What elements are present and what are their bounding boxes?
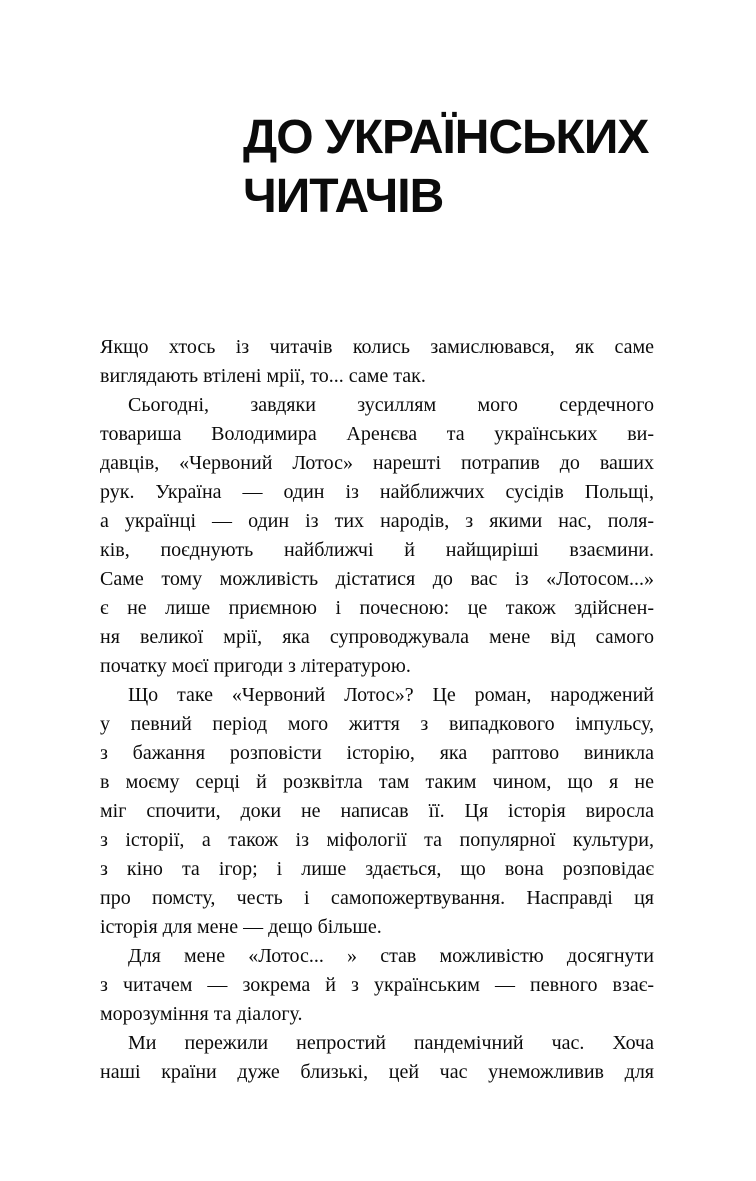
text-line: Саме тому можливість дістатися до вас із «Лотосом...» (100, 568, 654, 590)
text-line: товариша Володимира Аренєва та українських ви- (100, 423, 654, 445)
paragraph (100, 333, 654, 391)
text-line: міг спочити, доки не написав її. Ця історія виросла (100, 800, 654, 822)
text-line: Що таке «Червоний Лотос»? Це роман, народжений (128, 684, 654, 706)
text-line: історія для мене — дещо більше. (100, 916, 382, 938)
text-line: в моєму серці й розквітла там таким чином, що я не (100, 771, 654, 793)
text-line: а українці — один із тих народів, з якими нас, поля- (100, 510, 654, 532)
chapter-title-line: ЧИТАЧІВ (243, 170, 444, 223)
text-line: Для мене «Лотос... » став можливістю досягнути (128, 945, 654, 967)
chapter-title (243, 108, 648, 226)
paragraph (100, 681, 654, 942)
text-line: наші країни дуже близькі, цей час унеможливив для (100, 1061, 654, 1083)
text-line: морозуміння та діалогу. (100, 1003, 303, 1025)
text-line: початку моєї пригоди з літературою. (100, 655, 411, 677)
text-line: з читачем — зокрема й з українським — певного взає- (100, 974, 654, 996)
text-line: у певний період мого життя з випадкового імпульсу, (100, 713, 654, 735)
paragraph (100, 942, 654, 1029)
text-line: Якщо хтось із читачів колись замислювався, як саме (100, 336, 654, 358)
text-line: з історії, а також із міфології та популярної культури, (100, 829, 654, 851)
text-line: Ми пережили непростий пандемічний час. Хоча (128, 1032, 654, 1054)
text-line: виглядають втілені мрії, то... саме так. (100, 365, 426, 387)
text-line: рук. Україна — один із найближчих сусідів Польщі, (100, 481, 654, 503)
text-line: давців, «Червоний Лотос» нарешті потрапив до ваших (100, 452, 654, 474)
chapter-title-line: ДО УКРАЇНСЬКИХ (243, 111, 649, 164)
body-text (100, 333, 654, 1087)
text-line: з бажання розповісти історію, яка раптово виникла (100, 742, 654, 764)
text-line: ня великої мрії, яка супроводжувала мене від самого (100, 626, 654, 648)
text-line: Сьогодні, завдяки зусиллям мого сердечного (128, 394, 654, 416)
text-line: ків, поєднують найближчі й найщиріші взаємини. (100, 539, 654, 561)
text-line: є не лише приємною і почесною: це також здійснен- (100, 597, 654, 619)
paragraph (100, 1029, 654, 1087)
text-line: про помсту, честь і самопожертвування. Насправді ця (100, 887, 654, 909)
paragraph (100, 391, 654, 681)
text-line: з кіно та ігор; і лише здається, що вона розповідає (100, 858, 654, 880)
